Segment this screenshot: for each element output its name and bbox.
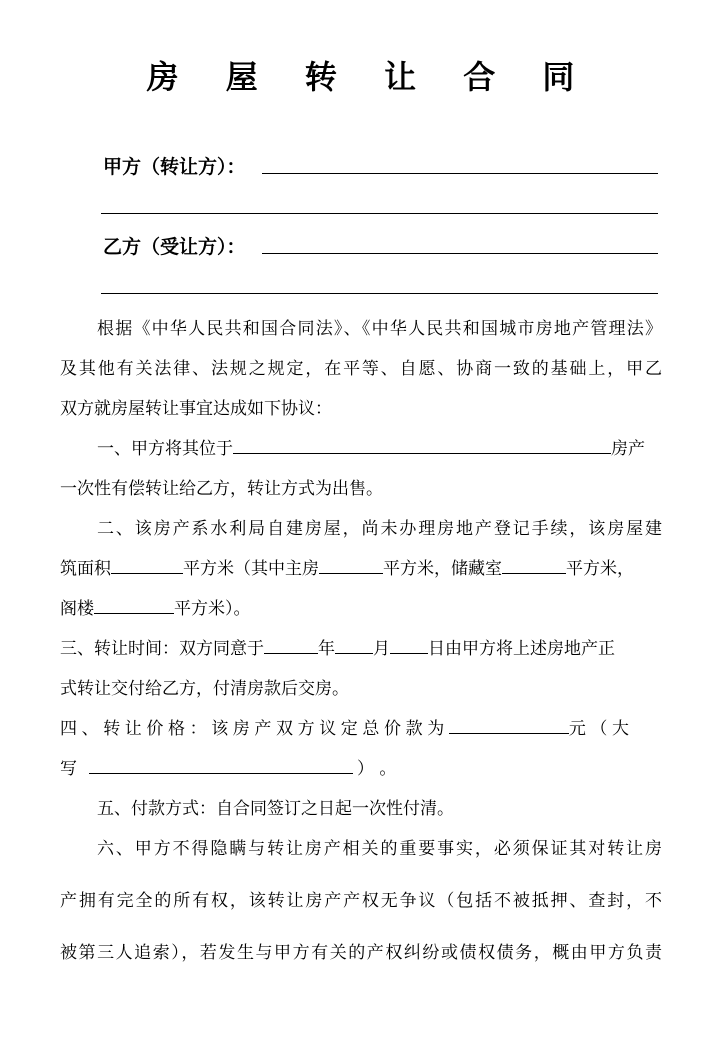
clause-2-line-2 <box>60 554 662 579</box>
party-a-line-2 <box>101 213 658 214</box>
main-room-area-blank <box>319 557 383 574</box>
clause-3-text-c: 月 <box>373 639 390 659</box>
clause-3-line-2: 式转让交付给乙方，付清房款后交房。 <box>60 679 349 699</box>
clause-3-line-1 <box>60 634 662 659</box>
clause-4-text-d: ） 。 <box>357 759 397 779</box>
clause-2-line-3 <box>60 594 662 619</box>
price-blank <box>449 717 569 734</box>
clause-1-text-2: 房产 <box>611 439 645 459</box>
attic-area-blank <box>94 597 174 614</box>
clause-6-line-2: 产拥有完全的所有权，该转让房产产权无争议（包括不被抵押、查封，不 <box>60 891 662 911</box>
clause-2-text-b: 平方米（其中主房 <box>183 559 319 579</box>
clause-3-text-d: 日由甲方将上述房地产正 <box>428 639 615 659</box>
party-a-label: 甲方（转让方）： <box>103 156 246 178</box>
clause-3-text-b: 年 <box>318 639 335 659</box>
preamble-line-3: 双方就房屋转让事宜达成如下协议： <box>60 399 332 419</box>
clause-6-line-1: 六、甲方不得隐瞒与转让房产相关的重要事实，必须保证其对转让房 <box>97 839 662 859</box>
clause-3-text-a: 三、转让时间：双方同意于 <box>60 639 264 659</box>
party-b-label: 乙方（受让方）： <box>103 236 246 258</box>
clause-4-line-1 <box>60 714 662 739</box>
clause-4-text-c: 写 <box>60 759 77 779</box>
month-blank <box>335 637 373 654</box>
clause-4-line-2 <box>60 754 662 779</box>
party-b-line <box>262 253 658 254</box>
year-blank <box>264 637 318 654</box>
clause-2-text-e: 阁楼 <box>60 599 94 619</box>
preamble-line-1: 根据《中华人民共和国合同法》、《中华人民共和国城市房地产管理法》 <box>97 319 662 339</box>
clause-2-text-f: 平方米）。 <box>174 599 251 619</box>
clause-4-text-a: 四、转让价格：该房产双方议定总价款为 <box>60 719 449 739</box>
price-in-words-blank <box>89 757 353 774</box>
clause-4-text-b: 元（大 <box>568 719 634 739</box>
clause-2-text-c: 平方米，储藏室 <box>383 559 502 579</box>
clause-1-line-1 <box>97 434 662 459</box>
clause-1-text: 一、甲方将其位于 <box>97 439 233 459</box>
address-blank <box>233 437 611 454</box>
preamble-line-2: 及其他有关法律、法规之规定，在平等、自愿、协商一致的基础上，甲乙 <box>60 359 662 379</box>
day-blank <box>390 637 428 654</box>
building-area-blank <box>111 557 183 574</box>
page-title: 房 屋 转 让 合 同 <box>146 58 593 96</box>
clause-2-text-a: 筑面积 <box>60 559 111 579</box>
party-a-line <box>262 173 658 174</box>
party-b-line-2 <box>101 293 658 294</box>
clause-2-line-1: 二、该房产系水利局自建房屋，尚未办理房地产登记手续，该房屋建 <box>97 519 662 539</box>
clause-5-line: 五、付款方式：自合同签订之日起一次性付清。 <box>97 799 454 819</box>
clause-6-line-3: 被第三人追索），若发生与甲方有关的产权纠纷或债权债务，概由甲方负责 <box>60 943 662 963</box>
clause-2-text-d: 平方米， <box>566 559 634 579</box>
storage-area-blank <box>502 557 566 574</box>
clause-1-line-2: 一次性有偿转让给乙方，转让方式为出售。 <box>60 479 383 499</box>
